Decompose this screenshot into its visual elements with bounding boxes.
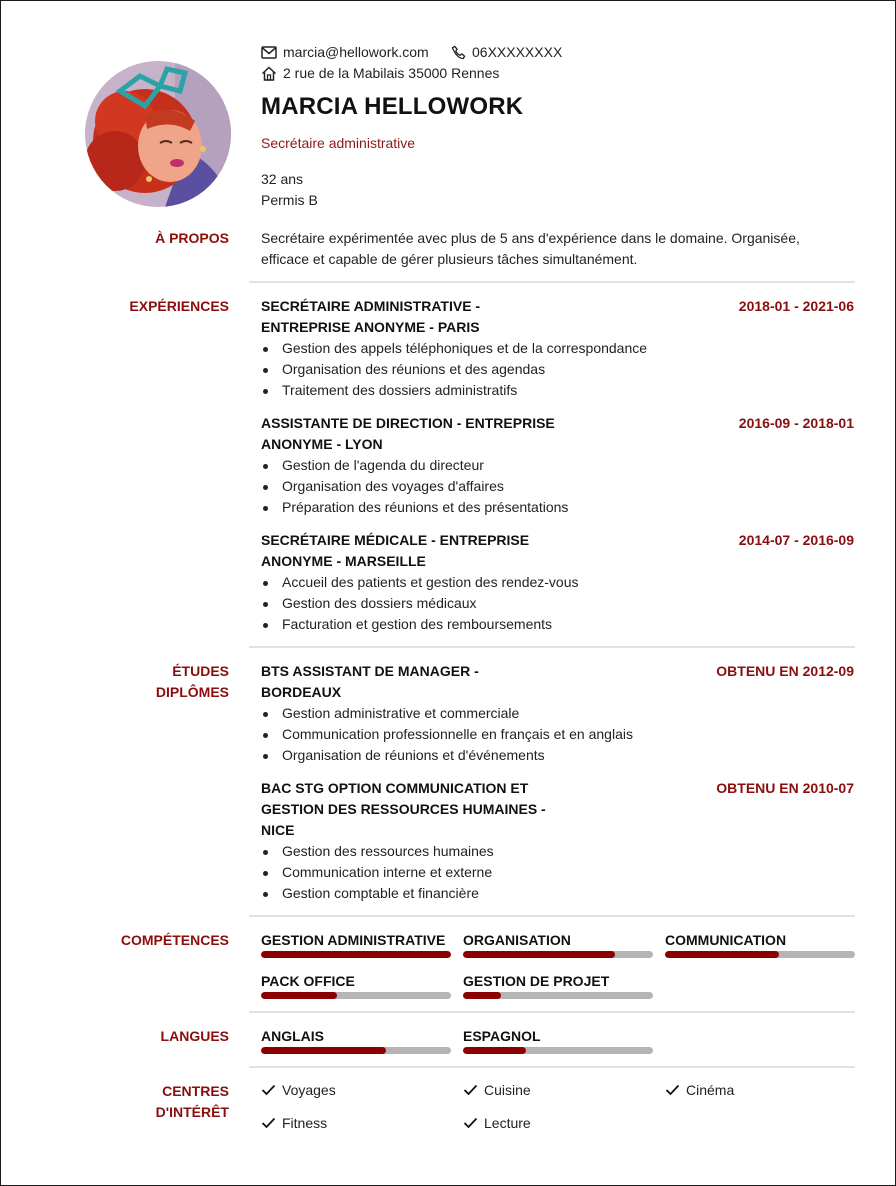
list-item: Communication interne et externe <box>261 862 494 883</box>
skill-name: ORGANISATION <box>463 932 571 948</box>
job-title: Secrétaire administrative <box>261 135 416 151</box>
languages-label: LANGUES <box>160 1028 229 1044</box>
list-item: Gestion des dossiers médicaux <box>261 593 579 614</box>
list-item: Communication professionnelle en français et en anglais <box>261 724 633 745</box>
check-icon <box>463 1117 478 1129</box>
skill-bar <box>463 992 653 999</box>
experience-tasks <box>261 455 568 518</box>
list-item: Organisation de réunions et d'événements <box>261 745 633 766</box>
interest-item <box>261 1115 327 1131</box>
language-bar <box>261 1047 451 1054</box>
experience-title: SECRÉTAIRE ADMINISTRATIVE - ENTREPRISE ANONYME - PARIS <box>261 298 481 335</box>
email-text: marcia@hellowork.com <box>283 44 429 60</box>
experience-title: ASSISTANTE DE DIRECTION - ENTREPRISE ANONYME - LYON <box>261 415 555 452</box>
experience-tasks <box>261 338 647 401</box>
about-text: Secrétaire expérimentée avec plus de 5 ans d'expérience dans le domaine. Organisée, efficace et capable de gérer plusieurs tâches simultanément. <box>261 230 800 267</box>
interest-label: Cinéma <box>686 1082 735 1098</box>
list-item: Gestion de l'agenda du directeur <box>261 455 568 476</box>
interest-label: Lecture <box>484 1115 531 1131</box>
phone-text: 06XXXXXXXX <box>472 44 563 60</box>
address-text: 2 rue de la Mabilais 35000 Rennes <box>283 65 500 81</box>
divider <box>249 1011 855 1013</box>
language-item <box>463 1028 653 1054</box>
education-details <box>261 841 494 904</box>
interest-label: Fitness <box>282 1115 328 1131</box>
interest-label: Cuisine <box>484 1082 531 1098</box>
interest-label: Voyages <box>282 1082 336 1098</box>
skill-name: GESTION ADMINISTRATIVE <box>261 932 446 948</box>
language-item <box>261 1028 451 1054</box>
divider <box>249 646 855 648</box>
language-bar <box>463 1047 653 1054</box>
list-item: Préparation des réunions et des présentations <box>261 497 568 518</box>
profile-photo <box>85 61 231 207</box>
skill-bar-fill <box>261 951 451 958</box>
skill-item <box>463 932 653 958</box>
interest-item <box>463 1082 531 1098</box>
list-item: Gestion administrative et commerciale <box>261 703 633 724</box>
skill-name: GESTION DE PROJET <box>463 973 610 989</box>
address-contact <box>261 65 499 81</box>
interest-item <box>261 1082 336 1098</box>
language-name: ESPAGNOL <box>463 1028 541 1044</box>
list-item: Facturation et gestion des remboursements <box>261 614 579 635</box>
experience-date: 2016-09 - 2018-01 <box>738 415 854 431</box>
interest-item <box>463 1115 531 1131</box>
about-label: À PROPOS <box>155 230 229 246</box>
list-item: Gestion des appels téléphoniques et de la correspondance <box>261 338 647 359</box>
skill-bar-fill <box>261 992 337 999</box>
list-item: Gestion comptable et financière <box>261 883 494 904</box>
skill-item <box>261 932 451 958</box>
email-contact <box>261 44 429 60</box>
skills-label: COMPÉTENCES <box>120 932 229 948</box>
check-icon <box>665 1084 680 1096</box>
experience-date: 2018-01 - 2021-06 <box>738 298 854 314</box>
skill-item <box>261 973 451 999</box>
education-details <box>261 703 633 766</box>
list-item: Traitement des dossiers administratifs <box>261 380 647 401</box>
skill-item <box>463 973 653 999</box>
skill-name: PACK OFFICE <box>261 973 355 989</box>
list-item: Organisation des réunions et des agendas <box>261 359 647 380</box>
skill-bar-fill <box>463 951 615 958</box>
skill-bar <box>261 992 451 999</box>
divider <box>249 915 855 917</box>
education-title: BTS ASSISTANT DE MANAGER - BORDEAUX <box>261 663 479 700</box>
language-bar-fill <box>463 1047 526 1054</box>
driving-license: Permis B <box>261 192 318 208</box>
language-name: ANGLAIS <box>261 1028 324 1044</box>
education-date: OBTENU EN 2010-07 <box>716 780 854 796</box>
check-icon <box>463 1084 478 1096</box>
skill-bar-fill <box>463 992 501 999</box>
divider <box>249 281 855 283</box>
check-icon <box>261 1084 276 1096</box>
language-bar-fill <box>261 1047 386 1054</box>
divider <box>249 1066 855 1068</box>
skill-bar <box>665 951 855 958</box>
list-item: Organisation des voyages d'affaires <box>261 476 568 497</box>
skill-item <box>665 932 855 958</box>
experience-title: SECRÉTAIRE MÉDICALE - ENTREPRISE ANONYME - MARSEILLE <box>261 532 530 569</box>
education-title: BAC STG OPTION COMMUNICATION ET GESTION DES RESSOURCES HUMAINES - NICE <box>261 780 546 838</box>
education-label: ÉTUDES DIPLÔMES <box>155 663 229 700</box>
skill-bar <box>463 951 653 958</box>
experiences-label: EXPÉRIENCES <box>129 298 229 314</box>
experience-date: 2014-07 - 2016-09 <box>738 532 854 548</box>
list-item: Accueil des patients et gestion des rendez-vous <box>261 572 579 593</box>
skill-name: COMMUNICATION <box>665 932 787 948</box>
candidate-name: MARCIA HELLOWORK <box>261 93 524 120</box>
experience-tasks <box>261 572 579 635</box>
interest-item <box>665 1082 734 1098</box>
mail-icon <box>261 46 277 59</box>
interests-label: CENTRES D'INTÉRÊT <box>155 1083 229 1120</box>
phone-contact <box>451 44 562 60</box>
list-item: Gestion des ressources humaines <box>261 841 494 862</box>
skill-bar-fill <box>665 951 779 958</box>
education-date: OBTENU EN 2012-09 <box>716 663 854 679</box>
skill-bar <box>261 951 451 958</box>
check-icon <box>261 1117 276 1129</box>
age: 32 ans <box>261 171 304 187</box>
phone-icon <box>451 45 466 60</box>
home-icon <box>261 66 277 81</box>
